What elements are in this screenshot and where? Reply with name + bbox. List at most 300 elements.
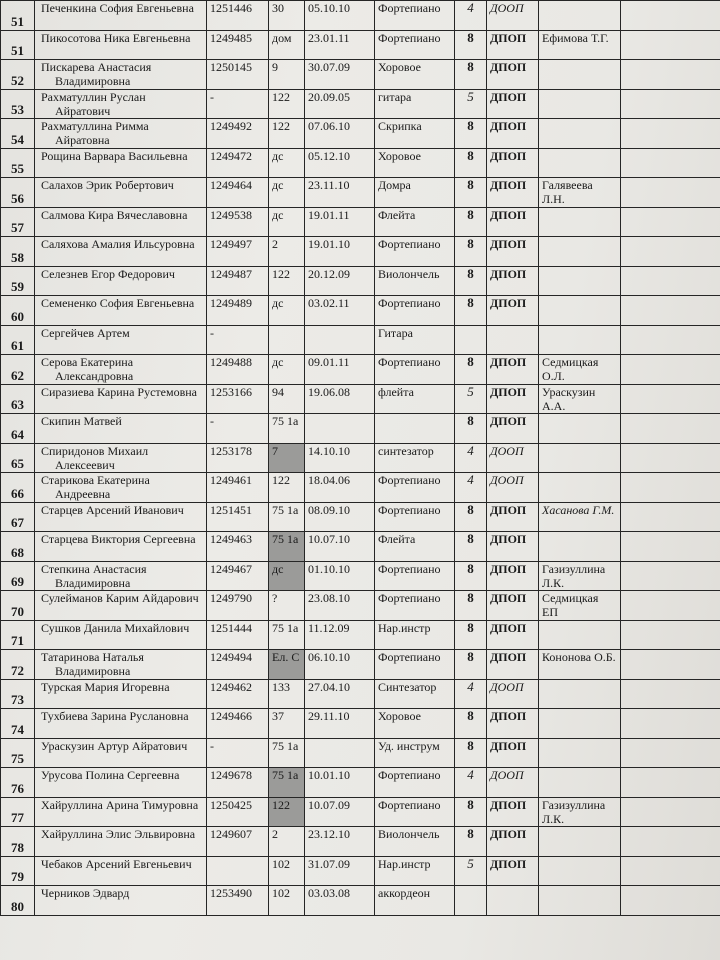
program-cell: ДПОП [487,266,539,296]
teacher-cell [539,620,621,650]
row-number: 54 [1,119,35,149]
student-id: - [207,738,269,768]
student-name: Старцева Виктория Сергеевна [35,532,207,562]
teacher-cell [539,473,621,503]
student-name: Турская Мария Игоревна [35,679,207,709]
program-cell: ДПОП [487,296,539,326]
student-name: Ураскузин Артур Айратович [35,738,207,768]
room-cell: 122 [269,119,305,149]
teacher-cell: Хасанова Г.М. [539,502,621,532]
program-cell [487,325,539,355]
student-name: Пискарева Анастасия Владимировна [35,60,207,90]
program-cell: ДПОП [487,709,539,739]
instrument: Флейта [375,207,455,237]
student-id: 1253490 [207,886,269,916]
table-row [1,325,720,355]
room-cell: 133 [269,679,305,709]
teacher-cell: Галявеева Л.Н. [539,178,621,208]
row-number: 58 [1,237,35,267]
row-number: 65 [1,443,35,473]
instrument: Фортепиано [375,561,455,591]
birth-date: 06.10.10 [305,650,375,680]
birth-date: 19.06.08 [305,384,375,414]
grade-cell: 8 [455,148,487,178]
student-id: 1253166 [207,384,269,414]
empty-cell [621,414,720,444]
program-cell: ДПОП [487,89,539,119]
instrument: Фортепиано [375,591,455,621]
birth-date: 23.08.10 [305,591,375,621]
student-id: 1249487 [207,266,269,296]
instrument: Фортепиано [375,355,455,385]
program-cell: ДПОП [487,119,539,149]
table-row [1,148,720,178]
table-row [1,679,720,709]
instrument: Домра [375,178,455,208]
table-body [1,1,720,916]
room-cell: 122 [269,473,305,503]
student-id: 1249494 [207,650,269,680]
program-cell: ДООП [487,473,539,503]
empty-cell [621,709,720,739]
grade-cell: 8 [455,620,487,650]
birth-date: 19.01.11 [305,207,375,237]
table-row [1,89,720,119]
grade-cell: 8 [455,207,487,237]
row-number: 55 [1,148,35,178]
instrument: Хоровое [375,709,455,739]
empty-cell [621,443,720,473]
program-cell: ДПОП [487,827,539,857]
room-cell: 75 1а [269,414,305,444]
table-row [1,532,720,562]
student-id: 1249497 [207,237,269,267]
grade-cell [455,325,487,355]
teacher-cell [539,768,621,798]
empty-cell [621,856,720,886]
teacher-cell [539,679,621,709]
teacher-cell: Седмицкая О.Л. [539,355,621,385]
room-cell: Ел. С [269,650,305,680]
row-number: 66 [1,473,35,503]
table-row [1,266,720,296]
grade-cell: 8 [455,650,487,680]
row-number: 63 [1,384,35,414]
empty-cell [621,325,720,355]
room-cell: 30 [269,1,305,31]
table-row [1,296,720,326]
room-cell: 122 [269,89,305,119]
grade-cell: 8 [455,266,487,296]
table-row [1,60,720,90]
empty-cell [621,89,720,119]
room-cell: 37 [269,709,305,739]
student-name: Черников Эдвард [35,886,207,916]
table-row [1,856,720,886]
row-number: 57 [1,207,35,237]
empty-cell [621,30,720,60]
room-cell: 7 [269,443,305,473]
table-row [1,620,720,650]
table-row [1,502,720,532]
room-cell: 75 1а [269,620,305,650]
table-row [1,443,720,473]
instrument: Хоровое [375,60,455,90]
student-name: Старикова Екатерина Андреевна [35,473,207,503]
student-name: Рахматуллин Руслан Айратович [35,89,207,119]
teacher-cell [539,414,621,444]
empty-cell [621,532,720,562]
program-cell: ДПОП [487,178,539,208]
row-number: 70 [1,591,35,621]
row-number: 52 [1,60,35,90]
birth-date: 11.12.09 [305,620,375,650]
student-id: 1249466 [207,709,269,739]
birth-date: 10.07.09 [305,797,375,827]
instrument: Синтезатор [375,679,455,709]
room-cell: 75 1а [269,532,305,562]
instrument: Фортепиано [375,1,455,31]
empty-cell [621,768,720,798]
program-cell: ДПОП [487,561,539,591]
instrument: Фортепиано [375,296,455,326]
birth-date: 01.10.10 [305,561,375,591]
birth-date: 23.12.10 [305,827,375,857]
birth-date: 19.01.10 [305,237,375,267]
student-name: Салмова Кира Вячеславовна [35,207,207,237]
birth-date: 03.03.08 [305,886,375,916]
row-number: 60 [1,296,35,326]
empty-cell [621,266,720,296]
table-row [1,414,720,444]
empty-cell [621,473,720,503]
table-row [1,207,720,237]
row-number: 72 [1,650,35,680]
room-cell: 2 [269,237,305,267]
instrument: Скрипка [375,119,455,149]
student-name: Хайруллина Арина Тимуровна [35,797,207,827]
row-number: 79 [1,856,35,886]
room-cell: дс [269,355,305,385]
table-row [1,561,720,591]
grade-cell: 8 [455,355,487,385]
program-cell: ДПОП [487,797,539,827]
room-cell: 75 1а [269,768,305,798]
instrument: флейта [375,384,455,414]
instrument: аккордеон [375,886,455,916]
grade-cell: 5 [455,856,487,886]
birth-date [305,325,375,355]
program-cell: ДПОП [487,502,539,532]
birth-date: 29.11.10 [305,709,375,739]
student-id: 1249489 [207,296,269,326]
room-cell: 9 [269,60,305,90]
table-row [1,178,720,208]
program-cell: ДПОП [487,237,539,267]
program-cell: ДПОП [487,620,539,650]
student-name: Пикосотова Ника Евгеньевна [35,30,207,60]
grade-cell: 8 [455,119,487,149]
birth-date: 10.01.10 [305,768,375,798]
birth-date: 05.10.10 [305,1,375,31]
program-cell: ДПОП [487,650,539,680]
student-id: 1249538 [207,207,269,237]
student-name: Урусова Полина Сергеевна [35,768,207,798]
student-id: 1250425 [207,797,269,827]
birth-date: 20.12.09 [305,266,375,296]
program-cell: ДПОП [487,532,539,562]
grade-cell: 8 [455,296,487,326]
student-name: Семененко София Евгеньевна [35,296,207,326]
birth-date: 23.11.10 [305,178,375,208]
grade-cell: 8 [455,561,487,591]
birth-date: 27.04.10 [305,679,375,709]
row-number: 56 [1,178,35,208]
row-number: 74 [1,709,35,739]
instrument: Уд. инструм [375,738,455,768]
grade-cell: 4 [455,679,487,709]
teacher-cell [539,1,621,31]
room-cell: 122 [269,797,305,827]
program-cell: ДООП [487,443,539,473]
student-id: 1253178 [207,443,269,473]
table-row [1,1,720,31]
birth-date: 20.09.05 [305,89,375,119]
row-number: 61 [1,325,35,355]
row-number: 73 [1,679,35,709]
grade-cell: 8 [455,738,487,768]
instrument: Фортепиано [375,797,455,827]
grade-cell: 8 [455,797,487,827]
program-cell: ДПОП [487,355,539,385]
empty-cell [621,119,720,149]
program-cell: ДПОП [487,30,539,60]
table-row [1,886,720,916]
student-id: 1249607 [207,827,269,857]
row-number: 80 [1,886,35,916]
row-number: 51 [1,30,35,60]
student-id: 1249485 [207,30,269,60]
table-row [1,30,720,60]
birth-date: 03.02.11 [305,296,375,326]
room-cell: 122 [269,266,305,296]
birth-date: 31.07.09 [305,856,375,886]
room-cell: дс [269,148,305,178]
student-name: Селезнев Егор Федорович [35,266,207,296]
student-id: 1249461 [207,473,269,503]
student-id: - [207,89,269,119]
teacher-cell [539,60,621,90]
room-cell [269,325,305,355]
student-name: Рощина Варвара Васильевна [35,148,207,178]
grade-cell: 4 [455,768,487,798]
room-cell: ? [269,591,305,621]
room-cell: 94 [269,384,305,414]
student-id: 1249472 [207,148,269,178]
row-number: 78 [1,827,35,857]
program-cell: ДПОП [487,148,539,178]
instrument: Фортепиано [375,30,455,60]
student-id: 1249467 [207,561,269,591]
row-number: 75 [1,738,35,768]
empty-cell [621,60,720,90]
student-id: 1249678 [207,768,269,798]
grade-cell: 4 [455,443,487,473]
teacher-cell [539,325,621,355]
student-id: 1249492 [207,119,269,149]
student-id: 1249488 [207,355,269,385]
instrument: Фортепиано [375,237,455,267]
room-cell: 75 1а [269,738,305,768]
instrument: гитара [375,89,455,119]
teacher-cell [539,709,621,739]
program-cell [487,886,539,916]
teacher-cell [539,119,621,149]
teacher-cell: Седмицкая ЕП [539,591,621,621]
room-cell: дс [269,207,305,237]
program-cell: ДПОП [487,414,539,444]
student-name: Старцев Арсений Иванович [35,502,207,532]
instrument: Хоровое [375,148,455,178]
empty-cell [621,679,720,709]
teacher-cell: Ураскузин А.А. [539,384,621,414]
empty-cell [621,237,720,267]
student-name: Степкина Анастасия Владимировна [35,561,207,591]
row-number: 62 [1,355,35,385]
student-name: Сушков Данила Михайлович [35,620,207,650]
teacher-cell [539,856,621,886]
grade-cell: 8 [455,532,487,562]
birth-date [305,738,375,768]
student-name: Сулейманов Карим Айдарович [35,591,207,621]
birth-date [305,414,375,444]
empty-cell [621,384,720,414]
empty-cell [621,1,720,31]
row-number: 77 [1,797,35,827]
table-row [1,768,720,798]
table-row [1,797,720,827]
grade-cell: 8 [455,414,487,444]
teacher-cell [539,266,621,296]
teacher-cell [539,296,621,326]
row-number: 76 [1,768,35,798]
instrument: Флейта [375,532,455,562]
table-row [1,650,720,680]
row-number: 68 [1,532,35,562]
birth-date: 14.10.10 [305,443,375,473]
student-id: 1249462 [207,679,269,709]
empty-cell [621,178,720,208]
teacher-cell [539,207,621,237]
teacher-cell: Газизуллина Л.К. [539,561,621,591]
student-id: 1251446 [207,1,269,31]
table-row [1,473,720,503]
teacher-cell [539,827,621,857]
empty-cell [621,502,720,532]
student-name: Саляхова Амалия Ильсуровна [35,237,207,267]
teacher-cell: Ефимова Т.Г. [539,30,621,60]
room-cell: 102 [269,886,305,916]
empty-cell [621,886,720,916]
row-number: 59 [1,266,35,296]
program-cell: ДПОП [487,738,539,768]
grade-cell: 5 [455,384,487,414]
program-cell: ДПОП [487,60,539,90]
instrument: Нар.инстр [375,856,455,886]
table-row [1,827,720,857]
table-row [1,355,720,385]
row-number: 67 [1,502,35,532]
empty-cell [621,296,720,326]
instrument: синтезатор [375,443,455,473]
grade-cell: 8 [455,827,487,857]
program-cell: ДООП [487,1,539,31]
table-row [1,591,720,621]
instrument [375,414,455,444]
student-name: Хайруллина Элис Эльвировна [35,827,207,857]
student-name: Серова Екатерина Александровна [35,355,207,385]
empty-cell [621,827,720,857]
room-cell: дс [269,561,305,591]
teacher-cell [539,532,621,562]
table-row [1,119,720,149]
empty-cell [621,591,720,621]
empty-cell [621,355,720,385]
instrument: Виолончель [375,266,455,296]
student-name: Чебаков Арсений Евгеньевич [35,856,207,886]
teacher-cell [539,89,621,119]
student-name: Сергейчев Артем [35,325,207,355]
row-number: 69 [1,561,35,591]
student-name: Салахов Эрик Робертович [35,178,207,208]
teacher-cell [539,237,621,267]
student-name: Сиразиева Карина Рустемовна [35,384,207,414]
program-cell: ДПОП [487,384,539,414]
instrument: Нар.инстр [375,620,455,650]
grade-cell: 8 [455,178,487,208]
table-row [1,709,720,739]
student-name: Спиридонов Михаил Алексеевич [35,443,207,473]
teacher-cell: Газизуллина Л.К. [539,797,621,827]
instrument: Фортепиано [375,502,455,532]
teacher-cell [539,148,621,178]
teacher-cell [539,886,621,916]
empty-cell [621,207,720,237]
grade-cell: 8 [455,30,487,60]
row-number: 64 [1,414,35,444]
student-id: - [207,414,269,444]
empty-cell [621,561,720,591]
birth-date: 09.01.11 [305,355,375,385]
birth-date: 30.07.09 [305,60,375,90]
student-name: Скипин Матвей [35,414,207,444]
birth-date: 05.12.10 [305,148,375,178]
row-number: 51 [1,1,35,31]
program-cell: ДПОП [487,591,539,621]
instrument: Фортепиано [375,473,455,503]
student-id: 1249790 [207,591,269,621]
table-row [1,237,720,267]
room-cell: 2 [269,827,305,857]
student-id: 1251451 [207,502,269,532]
room-cell: дом [269,30,305,60]
row-number: 71 [1,620,35,650]
student-name: Печенкина София Евгеньевна [35,1,207,31]
teacher-cell: Кононова О.Б. [539,650,621,680]
student-id: 1249463 [207,532,269,562]
student-id: 1251444 [207,620,269,650]
empty-cell [621,148,720,178]
